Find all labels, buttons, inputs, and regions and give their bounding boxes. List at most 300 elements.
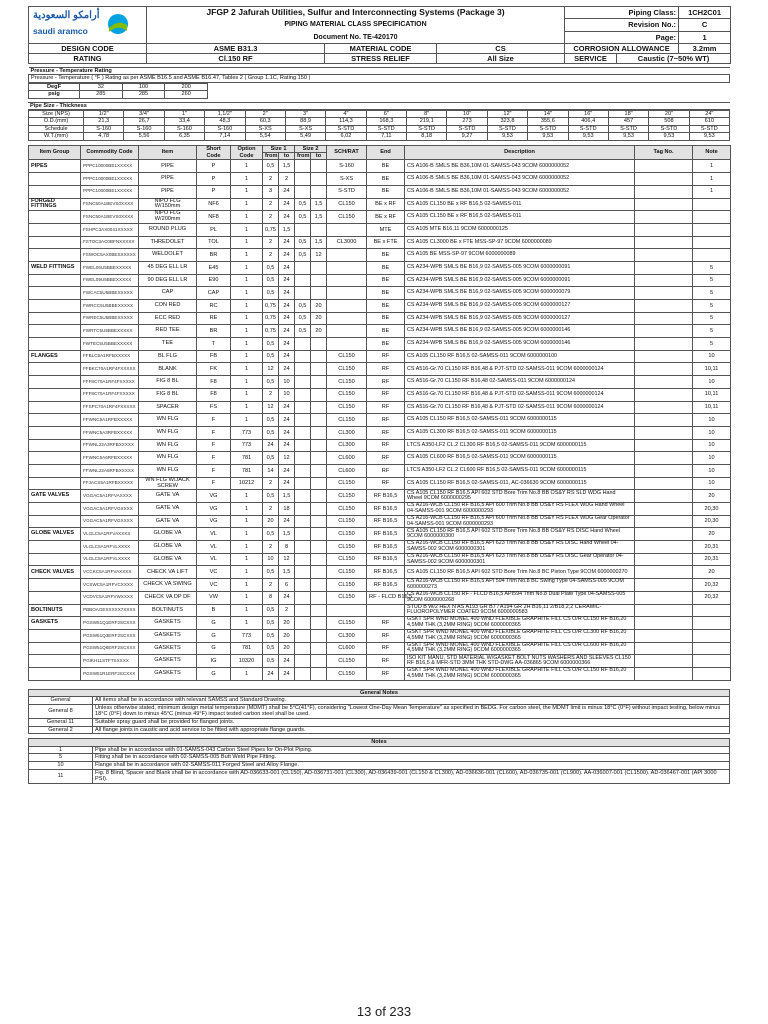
end-type [367,604,405,617]
note: 10,11 [693,401,731,414]
thickness-cell: 9,53 [568,133,608,140]
note: 1 [693,173,731,186]
thickness-cell: S-STD [528,125,568,132]
item-group [29,655,81,668]
tag-no [635,414,693,427]
size1-to: 24 [279,261,295,274]
item-row [29,211,731,224]
item-group [29,414,81,427]
option-code: 1 [231,667,263,680]
item-row [29,350,731,363]
note: 10 [693,464,731,477]
commodity-code: FSTOC3AC0BFNXXXXX [81,236,139,249]
item-name: GASKETS [139,617,197,630]
option-code: 1 [231,338,263,351]
short-code: E90 [197,274,231,287]
note-key: 10 [29,762,93,770]
thickness-cell: 114,3 [326,118,366,125]
size1-to: 24 [279,439,295,452]
description: CS A105 BE MSS-SP-97 9COM 6000000089 [405,249,635,262]
material-code-value: CS [437,44,565,54]
description: CS A105 CL150 RF B16,5 02-SAMSS-011 9COM 6000000100 [405,350,635,363]
thickness-cell: 1,1/2" [205,111,245,118]
sch-rat: CL150 [327,617,367,630]
short-code: CAP [197,287,231,300]
size2-to: 20 [311,300,327,313]
thickness-cell: 1/2" [84,111,124,118]
end-type: BE [367,185,405,198]
item-name: GASKETS [139,642,197,655]
note: 1 [693,160,731,173]
description: LTCS A350-LF2 CL.2 CL300 RF B16,5 02-SAMSS-011 9COM 6000000115 [405,439,635,452]
option-code: 1 [231,388,263,401]
item-group: PIPES [29,160,81,173]
short-code: F8 [197,388,231,401]
short-code: BR [197,325,231,338]
tag-no [635,363,693,376]
sch-rat: CL150 [327,591,367,604]
option-code: 781 [231,452,263,465]
item-row [29,629,731,642]
commodity-code: FSWOC5AX0BESXXXXX [81,249,139,262]
aramco-star-icon [107,13,129,35]
description: CS A105 CL600 RF B16,5 02-SAMSS-011 9COM 6000000115 [405,452,635,465]
size2-from [295,426,311,439]
size2-from [295,528,311,541]
commodity-code: VCCKC5A1RFVAXXXX [81,566,139,579]
thickness-cell: 4,78 [84,133,124,140]
service-value: Caustic (7~50% WT) [617,54,731,64]
size2-from [295,655,311,668]
thickness-cell: S-STD [649,125,689,132]
sch-rat: CL300 [327,629,367,642]
commodity-code: VCDVC5A1RFVWXXXX [81,591,139,604]
size1-from: 2 [263,249,279,262]
size1-from: 24 [263,667,279,680]
size2-to [311,426,327,439]
size1-from: 0,5 [263,629,279,642]
short-code: F [197,439,231,452]
tag-no [635,528,693,541]
size2-from: 0,5 [295,312,311,325]
size1-from: 2 [263,236,279,249]
col-size1: Size 1 [263,145,295,152]
tag-no [635,350,693,363]
item-name: GLOBE VA [139,541,197,554]
size1-from: 0,5 [263,376,279,389]
option-code: 1 [231,325,263,338]
item-row [29,338,731,351]
commodity-code: FSNC50A1BEVS0XXXX [81,211,139,224]
description: CS A106-B SMLS BE B36,10M 01-SAMSS-043 9COM 6000000052 [405,173,635,186]
size2-from: 0,5 [295,325,311,338]
end-type: RF B16,5 [367,566,405,579]
note-row [29,719,730,727]
thickness-cell: 406,4 [568,118,608,125]
thickness-cell: 24" [689,111,729,118]
size1-to: 1,5 [279,528,295,541]
commodity-code: PGSW51Q6ERF2SCXXX [81,642,139,655]
size1-to: 24 [279,198,295,211]
option-code: 1 [231,287,263,300]
note: 1 [693,185,731,198]
size1-from: 0,5 [263,350,279,363]
option-code: 1 [231,553,263,566]
thickness-cell: 14" [528,111,568,118]
note-key: 11 [29,769,93,783]
note: 5 [693,287,731,300]
size1-to: 24 [279,515,295,528]
note-text: Pipe shall be in accordance with 01-SAMSS-043 Carbon Steel Pipes for On-Plot Piping. [93,746,730,754]
col-note: Note [693,145,731,160]
tag-no [635,553,693,566]
size1-to: 1,5 [279,490,295,503]
size2-to [311,579,327,592]
size1-to: 1,5 [279,160,295,173]
thickness-cell: S-STD [447,125,487,132]
size1-to: 24 [279,312,295,325]
stress-relief-label: STRESS RELIEF [325,54,437,64]
option-code: 1 [231,223,263,236]
tag-no [635,325,693,338]
note [693,236,731,249]
option-code: 1 [231,249,263,262]
notes-table [28,738,730,784]
piping-class-value: 1CH2C01 [679,7,731,19]
short-code: F [197,452,231,465]
end-type: BE [367,249,405,262]
short-code: BR [197,249,231,262]
size1-from: 0,5 [263,426,279,439]
size2-to: 1,5 [311,236,327,249]
item-name: BOLTINUTS [139,604,197,617]
option-code: 1 [231,211,263,224]
end-type: BE [367,261,405,274]
thickness-cell: 9,53 [689,133,729,140]
commodity-code: FFF8C70A1RF4FXXXXX [81,388,139,401]
end-type: RF [367,363,405,376]
short-code: FS [197,401,231,414]
size2-to [311,363,327,376]
thickness-cell: 8,18 [407,133,447,140]
thickness-table [28,110,730,141]
tag-no [635,274,693,287]
stress-relief-value: All Size [437,54,565,64]
short-code: FK [197,363,231,376]
size1-from: 2 [263,173,279,186]
end-type: RF [367,477,405,490]
item-group [29,325,81,338]
commodity-code: FFWNC5A6RFBXXXXX [81,452,139,465]
size1-to: 6 [279,579,295,592]
size1-from: 0,5 [263,490,279,503]
short-code: TOL [197,236,231,249]
item-row [29,300,731,313]
commodity-code: PBBOAGEXXXXX7XXXX [81,604,139,617]
description: STUD B W/2 HEX N AS A193 GR B7 / A194 GR 2H B16,11 2/B18,2,2 CERAMIC-FLUOROPOLYMER COATED 9COM 6000000583 [405,604,635,617]
pressure-temperature-table [28,67,730,83]
thickness-cell: 3/4" [124,111,164,118]
item-group [29,236,81,249]
size1-to: 24 [279,477,295,490]
commodity-code: FWREC5U5BBEXXXXX [81,312,139,325]
size2-to [311,350,327,363]
option-code: 1 [231,566,263,579]
short-code: G [197,617,231,630]
short-code: P [197,185,231,198]
item-name: RED TEE [139,325,197,338]
note-key: General 11 [29,719,93,727]
thickness-title [28,102,730,110]
sch-rat: CL150 [327,579,367,592]
tag-no [635,388,693,401]
thickness-cell: 6,35 [164,133,204,140]
end-type: BE [367,312,405,325]
thickness-cell: 3" [285,111,325,118]
sch-rat [327,325,367,338]
size2-to [311,452,327,465]
size1-to: 18 [279,503,295,516]
psig-label: psig [29,91,80,98]
document-number: Document No. TE-420170 [147,31,565,43]
sch-rat: CL150 [327,667,367,680]
tag-no [635,566,693,579]
tag-no [635,300,693,313]
commodity-code: FFWNL22A3RFBXXXXX [81,439,139,452]
short-code: VC [197,579,231,592]
sch-rat: CL150 [327,388,367,401]
size1-from: 2 [263,503,279,516]
size2-from: 0,5 [295,300,311,313]
description: GSKT SPR WND MONEL 400 WND FLEXIBLE GRAPHITE FILL CS O/R CL150 RF B16,20 4,5MM THK (3,2MM RING) 9COM 6000000365 [405,617,635,630]
option-code: 1 [231,414,263,427]
sch-rat: CL600 [327,642,367,655]
item-group: WELD FITTINGS [29,261,81,274]
item-group [29,312,81,325]
description: CS A516-Gr.70 CL150 RF B16,48 & PJT-STD 02-SAMSS-011 9COM 6000000124 [405,363,635,376]
size2-from [295,667,311,680]
size2-from [295,503,311,516]
short-code: RC [197,300,231,313]
thickness-cell: 9,53 [608,133,648,140]
psig-value: 285 [122,91,165,98]
item-row [29,667,731,680]
thickness-cell: 9,53 [649,133,689,140]
tag-no [635,173,693,186]
end-type: RF [367,401,405,414]
end-type: RF [367,350,405,363]
commodity-code: FWEL05U5BBEXXXXX [81,261,139,274]
end-type: RF B16,5 [367,579,405,592]
option-code: 1 [231,528,263,541]
commodity-code: FFF8C70A1RF4FXXXXX [81,376,139,389]
size1-from: 3 [263,185,279,198]
option-code: 1 [231,490,263,503]
thickness-cell: 20" [649,111,689,118]
pt-title: Pressure - Temperature Rating [29,68,730,75]
note-row [29,762,730,770]
item-group [29,591,81,604]
thickness-cell: 8" [407,111,447,118]
logo-english: saudi aramco [33,26,88,36]
size1-to: 10 [279,376,295,389]
size2-from [295,452,311,465]
item-name: NIPO FLG W/150mm [139,198,197,211]
sch-rat: CL150 [327,477,367,490]
item-group [29,642,81,655]
size2-to [311,477,327,490]
thickness-cell: S-160 [84,125,124,132]
item-group [29,452,81,465]
end-type: RF B16,5 [367,490,405,503]
item-group [29,667,81,680]
size2-to [311,261,327,274]
short-code: NF8 [197,211,231,224]
item-row [29,363,731,376]
option-code: 1 [231,376,263,389]
col-size1-from: from [263,153,279,160]
thickness-cell: S-STD [366,125,406,132]
short-code: P [197,173,231,186]
page-number: 13 of 233 [356,1004,412,1019]
short-code: T [197,338,231,351]
sch-rat [327,274,367,287]
item-group [29,629,81,642]
thickness-cell: 18" [608,111,648,118]
size2-from [295,261,311,274]
size2-from [295,414,311,427]
size2-to [311,642,327,655]
item-group: FORGED FITTINGS [29,198,81,211]
header-table [28,6,731,64]
end-type: RF [367,655,405,668]
description: CS A105 CL150 RF B16,5 API 602 STD Bore Trim No.8 BB OS&Y RS SLD WDG Hand Wheel 9COM 6000000295 [405,490,635,503]
option-code: 1 [231,401,263,414]
item-row [29,642,731,655]
description: CS A105 CL150 BE x RF B16,5 02-SAMSS-011 [405,198,635,211]
col-item-group: Item Group [29,145,81,160]
note-text: Unless otherwise stated, minimum design metal temperature (MDMT) shall be 5°C(41°F), considering "Lowest One-Day Mean Temperature" as specified in BEDG. For carbon steel, the MDMT limit is minus 18°C (0°F) without impact testing, below minus 18°C (0°F) down to minus 45°C (minus 49°F) impact tested carbon steel shall be used. [93,704,730,718]
tag-no [635,629,693,642]
size1-to: 24 [279,591,295,604]
commodity-code: VGGAC5A1RFVGXXXX [81,503,139,516]
sch-rat [327,604,367,617]
item-row [29,541,731,554]
col-item: Item [139,145,197,160]
description: CS A216-WCB CL150 RF B16,5 API 594 Trim No.8 BC Swing Type 04-SAMSS-005 9COM 6000000273 [405,579,635,592]
item-name: BLANK [139,363,197,376]
thickness-cell: 5,56 [124,133,164,140]
thickness-row-label: O.D.(mm) [29,118,84,125]
thickness-cell: S-STD [568,125,608,132]
col-tag-no: Tag No. [635,145,693,160]
short-code: VC [197,566,231,579]
commodity-code: PGIKH11STFTSXXXX [81,655,139,668]
option-code: 1 [231,300,263,313]
commodity-code: PPPC10000BE1XXXXX [81,185,139,198]
psig-value: 285 [80,91,123,98]
note: 10 [693,452,731,465]
sch-rat [327,223,367,236]
size1-to: 24 [279,363,295,376]
option-code: 10212 [231,477,263,490]
size1-from: 2 [263,477,279,490]
thickness-cell: S-STD [608,125,648,132]
size2-from [295,401,311,414]
thickness-cell: 7,11 [366,133,406,140]
sch-rat: S-160 [327,160,367,173]
item-group [29,503,81,516]
size1-to: 2 [279,173,295,186]
size1-from: 0,75 [263,312,279,325]
note: 20 [693,528,731,541]
item-row [29,173,731,186]
thickness-title-text: Pipe Size - Thickness [28,102,730,109]
item-row [29,566,731,579]
end-type: BE [367,173,405,186]
end-type: RF [367,452,405,465]
note: 10,11 [693,363,731,376]
thickness-cell: S-XS [285,125,325,132]
option-code: 1 [231,173,263,186]
tag-no [635,426,693,439]
thickness-cell: 7,14 [205,133,245,140]
short-code: VG [197,515,231,528]
item-name: WN FLG [139,439,197,452]
note-text: All items shall be in accordance with relevant SAMSS and Standard Drawing. [93,697,730,705]
size1-to: 24 [279,401,295,414]
size1-from: 8 [263,591,279,604]
note-key: 5 [29,754,93,762]
size1-to: 24 [279,338,295,351]
item-group [29,401,81,414]
tag-no [635,338,693,351]
size2-from [295,350,311,363]
item-name: CON RED [139,300,197,313]
end-type: RF [367,414,405,427]
size2-to [311,376,327,389]
size2-from [295,287,311,300]
end-type: BE [367,300,405,313]
note-row [29,754,730,762]
end-type: BE x FTE [367,236,405,249]
thickness-cell: S-STD [487,125,527,132]
size2-to: 20 [311,325,327,338]
sch-rat: CL150 [327,503,367,516]
sch-rat: CL150 [327,363,367,376]
option-code: 1 [231,198,263,211]
item-name: GASKETS [139,629,197,642]
item-group [29,338,81,351]
size2-to [311,629,327,642]
size2-from [295,629,311,642]
thickness-cell: 12" [487,111,527,118]
sch-rat [327,287,367,300]
tag-no [635,579,693,592]
option-code: 1 [231,261,263,274]
description: CS A105 CL150 RF B16,5 02-SAMSS-011, AC-036630 9COM 6000000115 [405,477,635,490]
commodity-code: FWTEC5U5BBEXXXXX [81,338,139,351]
sch-rat [327,338,367,351]
size1-to: 24 [279,274,295,287]
tag-no [635,211,693,224]
item-name: GASKETS [139,667,197,680]
size1-to: 24 [279,249,295,262]
note [693,198,731,211]
sch-rat: CL600 [327,452,367,465]
size1-from: 12 [263,401,279,414]
item-row [29,503,731,516]
